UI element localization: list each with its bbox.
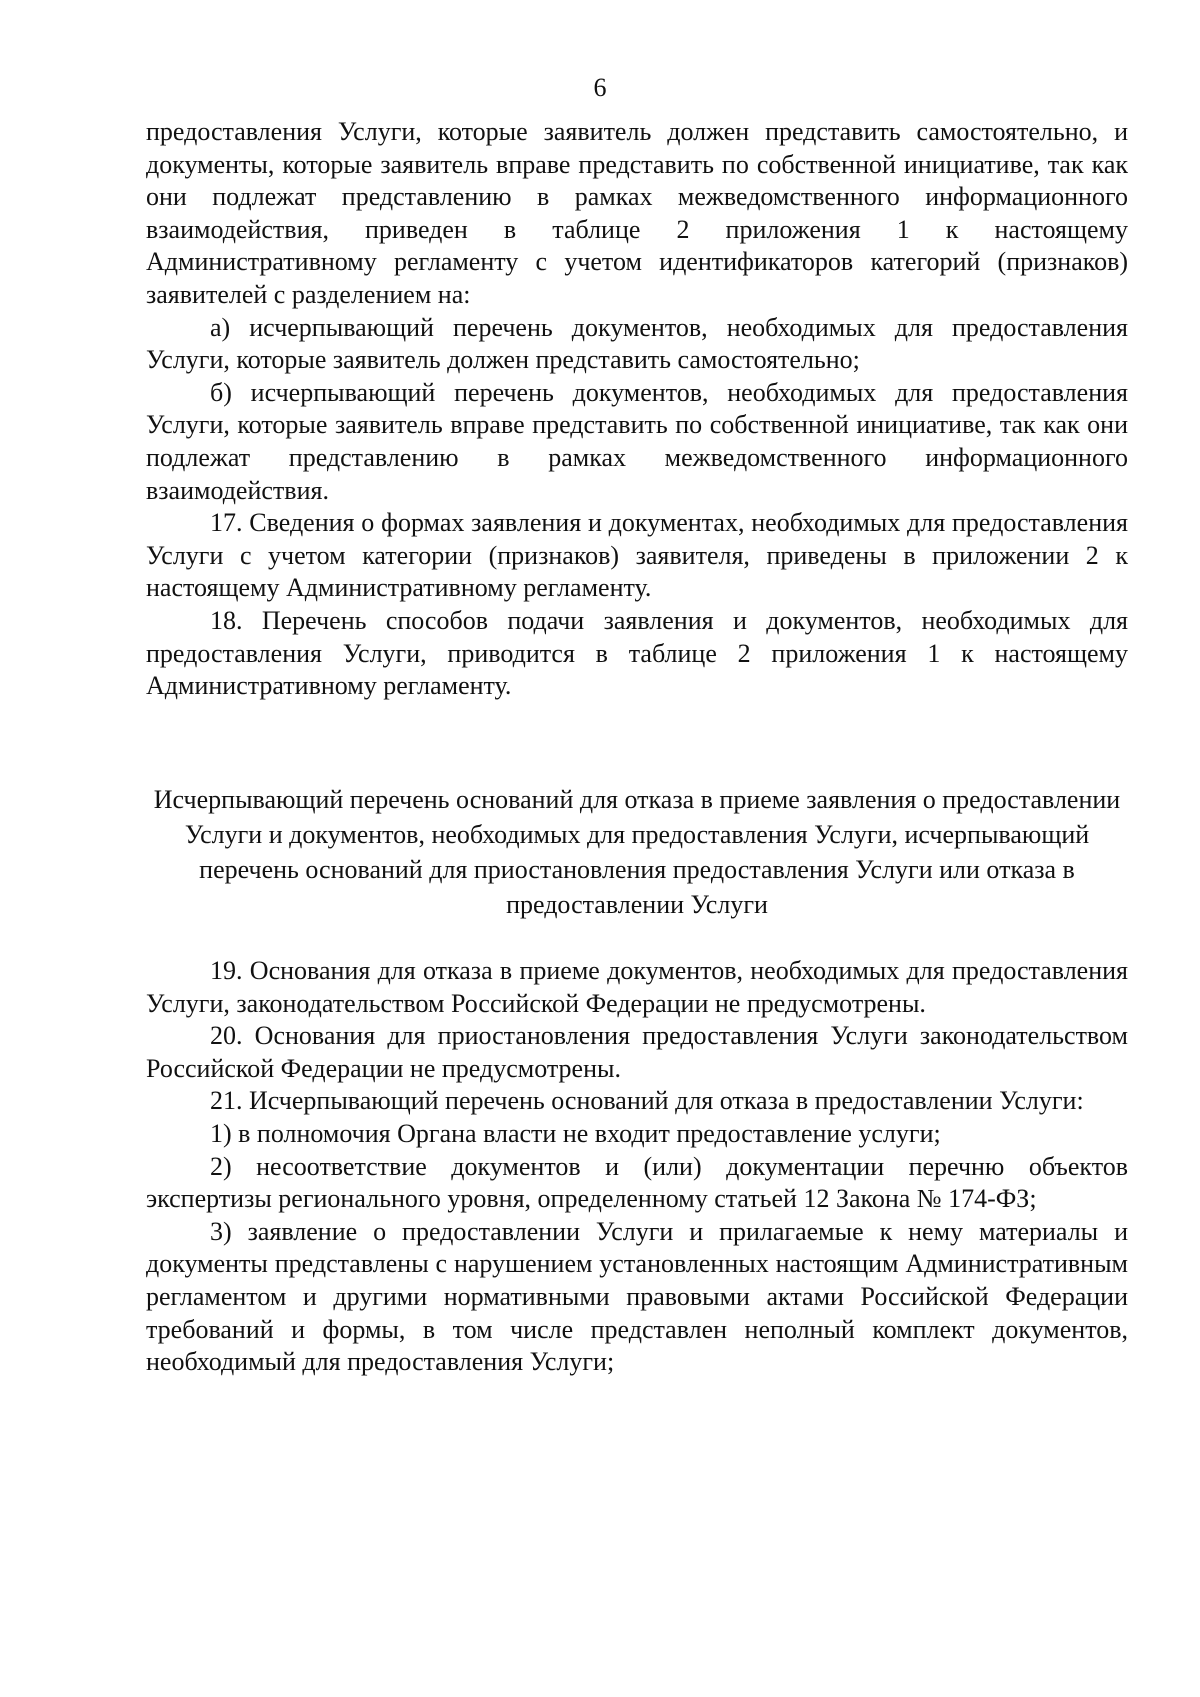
paragraph: 18. Перечень способов подачи заявления и документов, необходимых для предоставления Услуги, приводится в таблице 2 приложения 1 к настоящему Административному регламенту. bbox=[146, 605, 1128, 701]
list-item: 1) в полномочия Органа власти не входит предоставление услуги; bbox=[210, 1118, 941, 1148]
section-heading: Исчерпывающий перечень оснований для отказа в приеме заявления о предоставлении Услуги и документов, необходимых для предоставления Услуги, исчерпывающий перечень оснований для приостановления предоставления Услуги или отказа в предоставлении Услуги bbox=[153, 785, 1121, 919]
page-number: 6 bbox=[593, 73, 607, 102]
paragraph: 17. Сведения о формах заявления и документах, необходимых для предоставления Услуги с учетом категории (признаков) заявителя, приведены в приложении 2 к настоящему Административному регламенту. bbox=[146, 508, 1128, 603]
list-item: 3) заявление о предоставлении Услуги и прилагаемые к нему материалы и документы представлены с нарушением установленных настоящим Административным регламентом и другими нормативными правовыми актами Российской Федерации требований и формы, в том числе представлен неполный комплект документов, необходимый для предоставления Услуги; bbox=[146, 1216, 1128, 1377]
text-block-bottom bbox=[146, 955, 1128, 1379]
paragraph: б) исчерпывающий перечень документов, необходимых для предоставления Услуги, которые заявитель вправе представить по собственной инициативе, так как они подлежат представлению в рамках межведомственного информационного взаимодействия. bbox=[146, 377, 1128, 505]
paragraph: 20. Основания для приостановления предоставления Услуги законодательством Российской Федерации не предусмотрены. bbox=[146, 1021, 1128, 1083]
paragraph: 19. Основания для отказа в приеме документов, необходимых для предоставления Услуги, законодательством Российской Федерации не предусмотрены. bbox=[146, 956, 1128, 1018]
paragraph: предоставления Услуги, которые заявитель должен представить самостоятельно, и документы, которые заявитель вправе представить по собственной инициативе, так как они подлежат представлению в рамках межведомственного информационного взаимодействия, приведен в таблице 2 приложения 1 к настоящему Административному регламенту с учетом идентификаторов категорий (признаков) заявителей с разделением на: bbox=[146, 117, 1128, 309]
paragraph: 21. Исчерпывающий перечень оснований для отказа в предоставлении Услуги: bbox=[210, 1086, 1084, 1116]
text-block-top bbox=[146, 116, 1128, 703]
list-item: 2) несоответствие документов и (или) документации перечню объектов экспертизы регионального уровня, определенному статьей 12 Закона № 174-ФЗ; bbox=[146, 1151, 1128, 1214]
paragraph: а) исчерпывающий перечень документов, необходимых для предоставления Услуги, которые заявитель должен представить самостоятельно; bbox=[146, 312, 1128, 375]
